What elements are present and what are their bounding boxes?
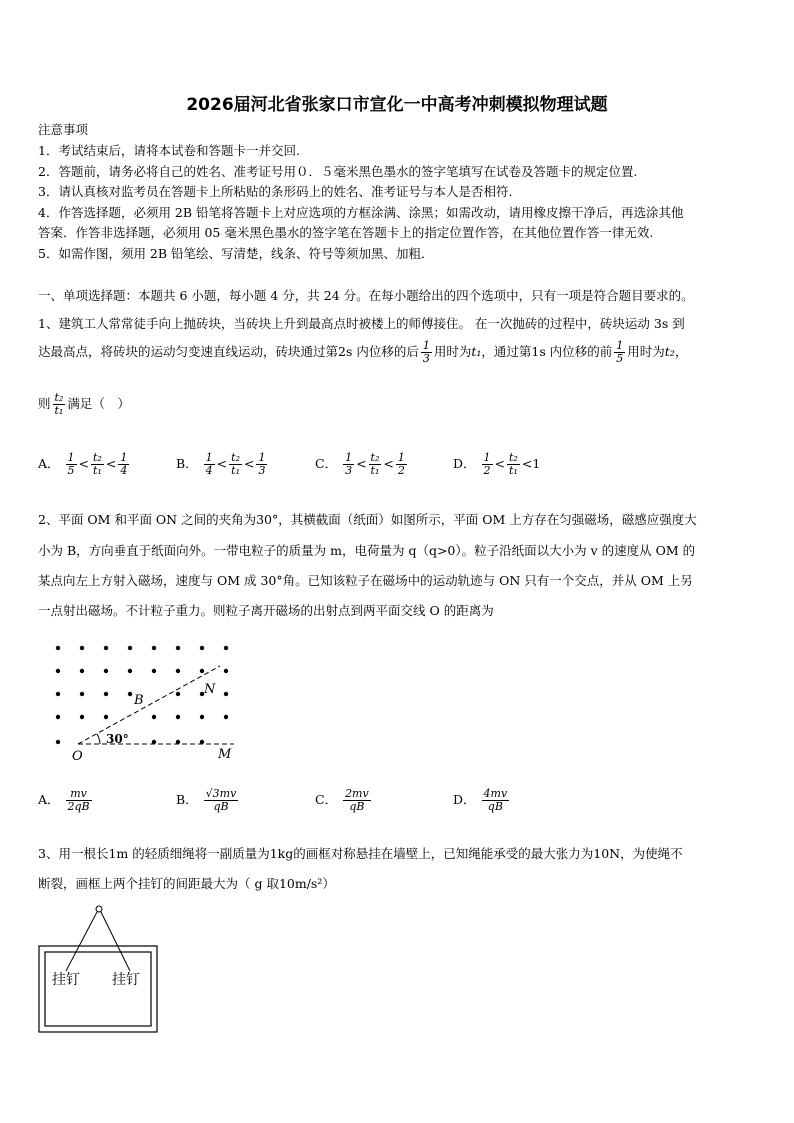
plane-on-line [78, 666, 220, 744]
q1-text: 达最高点，将砖块的运动匀变速直线运动，砖块通过第2s 内位移的后 [38, 344, 419, 359]
q2-line2: 小为 B，方向垂直于纸面向外。一带电粒子的质量为 m，电荷量为 q（q>0）。粒子沿纸面以大小为 v 的速度从 OM 的 [38, 543, 696, 558]
notice-item: 5．如需作图，须用 2B 铅笔绘、写清楚，线条、符号等须加黑、加粗． [38, 246, 434, 261]
label-n: N [204, 682, 216, 697]
q1-line1: 1、建筑工人常常徒手向上抛砖块，当砖块上升到最高点时被楼上的师傅接住。 在一次抛砖的过程中，砖块运动 3s 到 [38, 316, 685, 331]
label-angle: 30° [106, 732, 129, 746]
notice-item: 4．作答选择题，必须用 2B 铅笔将答题卡上对应选项的方框涂满、涂黑；如需改动，请用橡皮擦干净后，再选涂其他 [38, 205, 684, 220]
notice-item: 3．请认真核对监考员在答题卡上所粘贴的条形码上的姓名、准考证号与本人是否相符. [38, 184, 513, 199]
q1-option-b[interactable]: B． $\frac{1}{4}$ < $\frac{\text{t₂}}{\text{t₁}}$ < $\frac{1}{3}$ [176, 451, 266, 477]
q3-line2: 断裂，画框上两个挂钉的间距最大为（ g 取10m/s²） [38, 876, 335, 891]
q1-option-d[interactable]: D． $\frac{1}{2}$ < $\frac{\text{t₂}}{\text{t₁}}$ <1 [453, 451, 541, 477]
wall-nail-icon [96, 906, 102, 912]
magnetic-field-diagram [44, 636, 244, 762]
q2-option-d[interactable]: D． $\frac{4mv}{qB}$ [453, 787, 508, 813]
q2-option-b[interactable]: B． $\frac{√3mv}{qB}$ [176, 787, 237, 813]
q1-option-a[interactable]: A． $\frac{1}{5}$ < $\frac{\text{t₂}}{\text{t₁}}$ < $\frac{1}{4}$ [38, 451, 128, 477]
q2-option-c[interactable]: C． $\frac{2mv}{qB}$ [315, 787, 369, 813]
q1-line3: 则 $\frac{\text{t₂}}{\text{t₁}}$ 满足（ ） [38, 391, 130, 417]
q2-option-a[interactable]: A． $\frac{mv}{2qB}$ [38, 787, 90, 813]
frame-outer [39, 946, 157, 1032]
ratio-fraction: $\frac{\text{t₂}}{\text{t₁}}$ [54, 391, 64, 417]
q1-option-c[interactable]: C． $\frac{1}{3}$ < $\frac{\text{t₂}}{\text{t₁}}$ < $\frac{1}{2}$ [315, 451, 405, 477]
notice-item: 答案．作答非选择题，必须用 05 毫米黑色墨水的签字笔在答题卡上的指定位置作答，在其他位置作答一律无效. [38, 225, 654, 240]
q2-line1: 2、平面 OM 和平面 ON 之间的夹角为30°，其横截面（纸面）如图所示，平面 OM 上方存在匀强磁场，磁感应强度大 [38, 512, 697, 527]
frame-inner [45, 952, 151, 1026]
label-m: M [218, 747, 232, 762]
fraction: $\frac{1}{5}$ [616, 339, 624, 365]
q3-line1: 3、用一根长1m 的轻质细绳将一副质量为1kg的画框对称悬挂在墙壁上，已知绳能承受的最大张力为10N，为使绳不 [38, 846, 683, 861]
notice-item: 2．答题前，请务必将自己的姓名、准考证号用０．５毫米黑色墨水的签字笔填写在试卷及答题卡的规定位置. [38, 164, 638, 179]
nail-label-left: 挂钉 [52, 972, 80, 988]
q2-line4: 一点射出磁场。不计粒子重力。则粒子离开磁场的出射点到两平面交线 O 的距离为 [38, 603, 494, 618]
notice-item: 1．考试结束后，请将本试卷和答题卡一并交回. [38, 143, 300, 158]
q2-line3: 某点向左上方射入磁场，速度与 OM 成 30°角。已知该粒子在磁场中的运动轨迹与 ON 只有一个交点，并从 OM 上另 [38, 573, 693, 588]
fraction: $\frac{1}{3}$ [422, 339, 430, 365]
q1-line2: 达最高点，将砖块的运动匀变速直线运动，砖块通过第2s 内位移的后 $\frac{1}{3}$ 用时为t₁，通过第1s 内位移的前 $\frac{1}{5}$ 用时为t₂， [38, 339, 688, 365]
page-title: 2026届河北省张家口市宣化一中高考冲刺模拟物理试题 [186, 95, 608, 115]
angle-arc [97, 734, 100, 744]
label-b: B [134, 693, 144, 708]
label-o: O [72, 749, 83, 762]
rope-right [101, 912, 130, 971]
rope-left [66, 912, 97, 971]
picture-frame-diagram [36, 903, 162, 1035]
section-heading: 一、单项选择题：本题共 6 小题，每小题 4 分，共 24 分。在每小题给出的四个选项中，只有一项是符合题目要求的。 [38, 288, 694, 303]
nail-label-right: 挂钉 [112, 972, 140, 988]
notice-heading: 注意事项 [38, 122, 89, 137]
